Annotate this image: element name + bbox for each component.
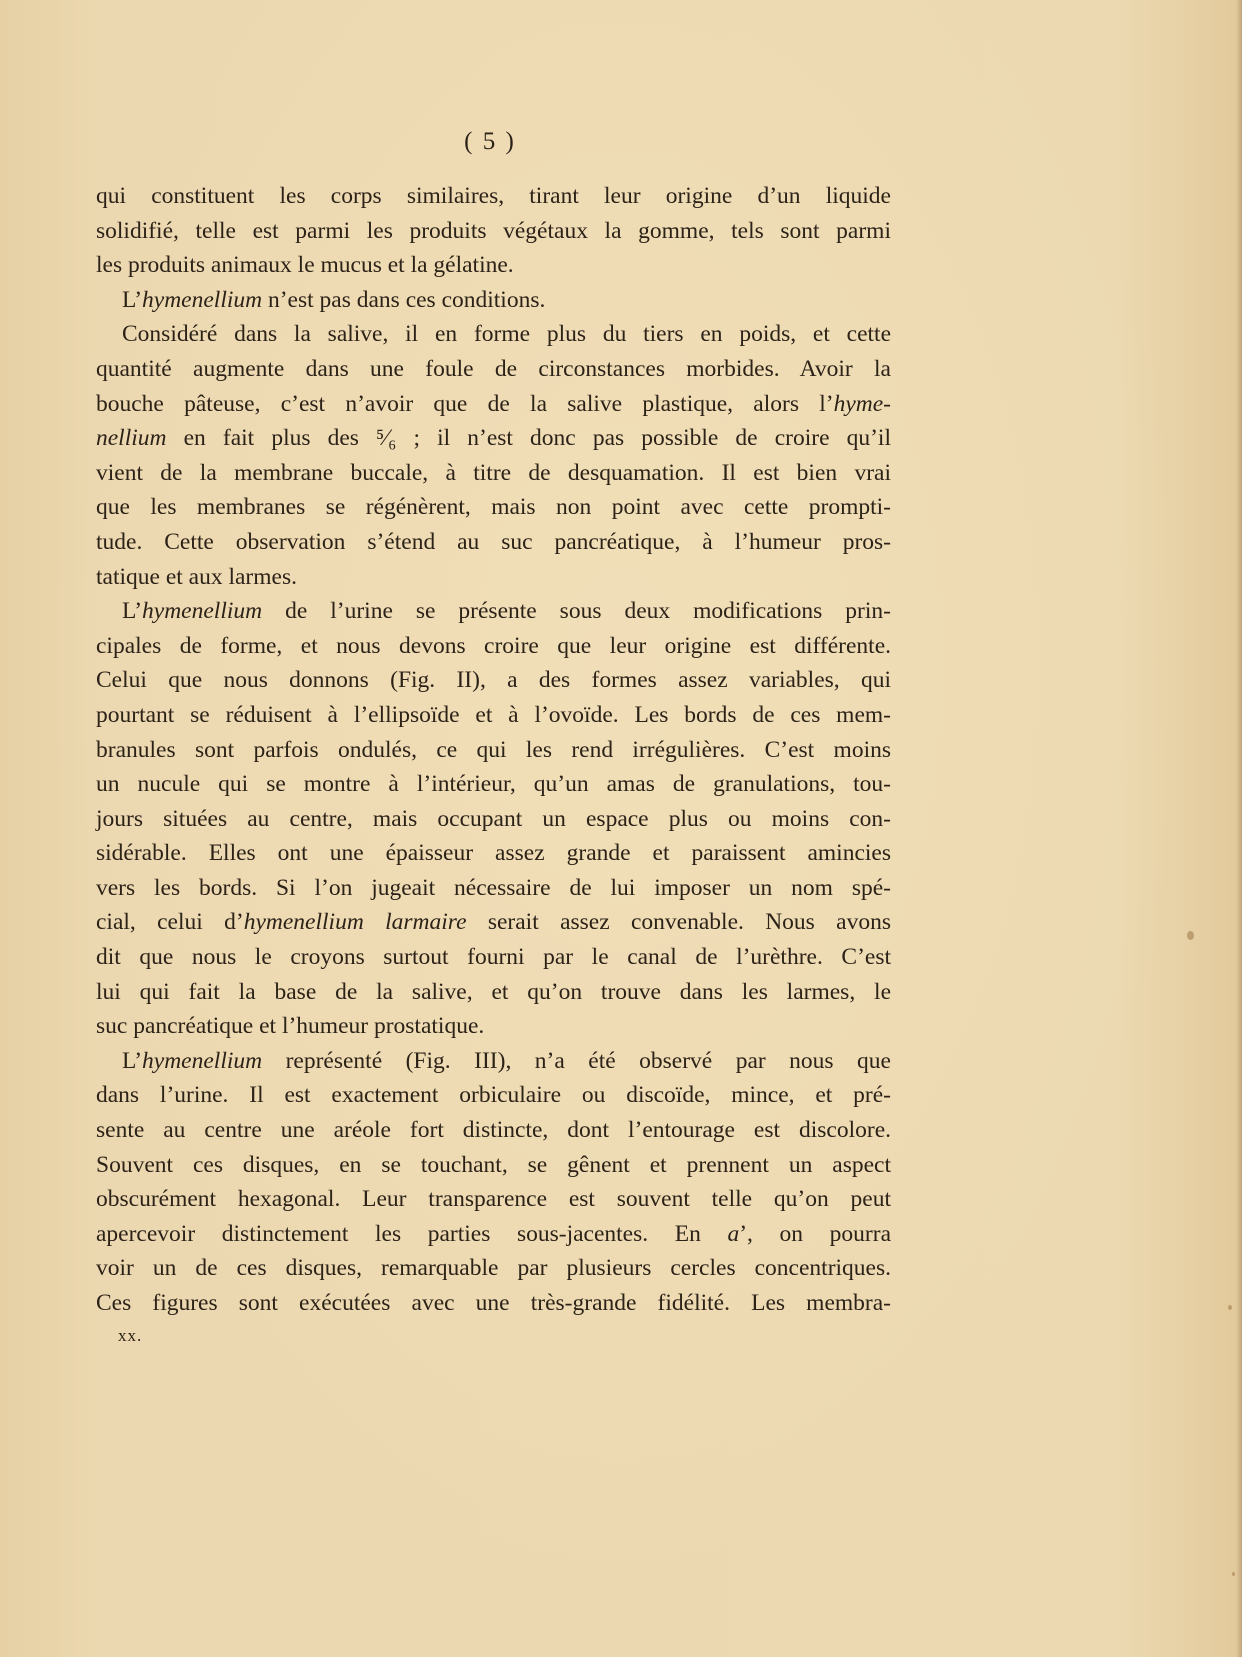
italic-term: hymenellium <box>142 286 263 313</box>
text-segment: dans l’urine. Il est exactement orbiculaire ou discoïde, mince, et pré- <box>96 1082 891 1109</box>
text-line <box>96 1182 891 1217</box>
text-segment: suc pancréatique et l’humeur prostatique. <box>96 1013 485 1040</box>
text-segment: Souvent ces disques, en se touchant, se gênent et prennent un aspect <box>96 1151 891 1178</box>
text-line <box>96 663 891 698</box>
text-line <box>96 421 891 456</box>
text-segment: serait assez convenable. Nous avons <box>466 909 891 936</box>
text-segment: Ces figures sont exécutées avec une très-grande fidélité. Les membra- <box>96 1290 891 1316</box>
text-line <box>96 1286 891 1321</box>
text-line <box>96 1217 891 1252</box>
text-segment: L’ <box>122 286 143 313</box>
text-line <box>96 283 891 318</box>
text-line <box>96 352 891 387</box>
text-line <box>96 1113 891 1148</box>
signature-mark: xx. <box>118 1326 143 1345</box>
text-line <box>96 871 891 906</box>
text-segment: vient de la membrane buccale, à titre de desquamation. Il est bien vrai <box>96 459 891 486</box>
text-line <box>96 905 891 940</box>
text-segment: les produits animaux le mucus et la gélatine. <box>96 252 514 279</box>
text-line <box>96 975 891 1010</box>
page-number: ( 5 ) <box>464 128 516 155</box>
text-segment: apercevoir distinctement les parties sous-jacentes. En <box>96 1220 728 1247</box>
text-line <box>96 836 891 871</box>
italic-term: hymenellium larmaire <box>243 909 467 936</box>
text-segment: dit que nous le croyons surtout fourni par le canal de l’urèthre. C’est <box>96 944 891 971</box>
text-segment: sidérable. Elles ont une épaisseur assez grande et paraissent amincies <box>96 840 891 867</box>
text-segment: bouche pâteuse, c’est n’avoir que de la salive plastique, alors l’ <box>96 390 834 417</box>
text-segment: qui constituent les corps similaires, tirant leur origine d’un liquide <box>96 183 891 209</box>
text-segment: L’ <box>122 1047 143 1074</box>
text-segment: Celui que nous donnons (Fig. II), a des formes assez variables, qui <box>96 667 891 694</box>
text-line <box>96 387 891 422</box>
text-segment: cipales de forme, et nous devons croire que leur origine est différente. <box>96 632 891 659</box>
paper-speck <box>1187 931 1194 940</box>
text-line <box>96 594 891 629</box>
text-line <box>96 940 891 975</box>
text-segment: ’, on pourra <box>739 1220 891 1247</box>
text-line <box>96 629 891 664</box>
page-edge <box>1236 0 1242 1657</box>
text-line <box>96 733 891 768</box>
italic-term: nellium <box>96 425 167 452</box>
text-segment: un nucule qui se montre à l’intérieur, qu’un amas de granulations, tou- <box>96 771 891 798</box>
text-segment: n’est pas dans ces conditions. <box>262 286 546 313</box>
text-line <box>96 1044 891 1079</box>
text-segment: tatique et aux larmes. <box>96 563 297 590</box>
text-segment: tude. Cette observation s’étend au suc pancréatique, à l’humeur pros- <box>96 528 891 555</box>
text-line <box>96 560 891 595</box>
text-segment: en fait plus des ⁵⁄₆ ; il n’est donc pas possible de croire qu’il <box>166 425 891 452</box>
text-segment: pourtant se réduisent à l’ellipsoïde et à l’ovoïde. Les bords de ces mem- <box>96 701 891 728</box>
text-line <box>96 1148 891 1183</box>
text-line <box>96 456 891 491</box>
text-line <box>96 214 891 249</box>
text-line <box>96 490 891 525</box>
text-line <box>96 248 891 283</box>
body-text <box>96 179 891 1321</box>
paper-speck <box>1228 1305 1232 1310</box>
text-segment: de l’urine se présente sous deux modifications prin- <box>262 598 891 625</box>
text-line <box>96 767 891 802</box>
text-line <box>96 179 891 214</box>
italic-term: a <box>727 1220 740 1247</box>
text-segment: quantité augmente dans une foule de circonstances morbides. Avoir la <box>96 355 891 382</box>
paper-speck <box>1232 1572 1235 1576</box>
text-segment: vers les bords. Si l’on jugeait nécessaire de lui imposer un nom spé- <box>96 874 891 901</box>
text-segment: que les membranes se régénèrent, mais non point avec cette prompti- <box>96 494 891 521</box>
text-line <box>96 698 891 733</box>
text-segment: cial, celui d’ <box>96 909 244 936</box>
text-line <box>96 525 891 560</box>
text-segment: Considéré dans la salive, il en forme plus du tiers en poids, et cette <box>122 321 891 348</box>
text-line <box>96 317 891 352</box>
text-segment: lui qui fait la base de la salive, et qu’on trouve dans les larmes, le <box>96 978 891 1005</box>
text-segment: sente au centre une aréole fort distincte, dont l’entourage est discolore. <box>96 1117 891 1144</box>
text-line <box>96 1078 891 1113</box>
text-line <box>96 1009 891 1044</box>
text-segment: solidifié, telle est parmi les produits végétaux la gomme, tels sont parmi <box>96 217 891 244</box>
text-segment: jours situées au centre, mais occupant un espace plus ou moins con- <box>96 805 891 832</box>
italic-term: hymenellium <box>142 1047 263 1074</box>
text-line <box>96 802 891 837</box>
text-segment: voir un de ces disques, remarquable par plusieurs cercles concentriques. <box>96 1255 891 1282</box>
text-line <box>96 1251 891 1286</box>
italic-term: hymenellium <box>142 598 263 625</box>
italic-term: hyme- <box>833 390 891 417</box>
text-segment: représenté (Fig. III), n’a été observé par nous que <box>262 1047 891 1074</box>
text-segment: L’ <box>122 598 143 625</box>
text-segment: branules sont parfois ondulés, ce qui les rend irrégulières. C’est moins <box>96 736 891 763</box>
text-segment: obscurément hexagonal. Leur transparence est souvent telle qu’on peut <box>96 1186 891 1213</box>
